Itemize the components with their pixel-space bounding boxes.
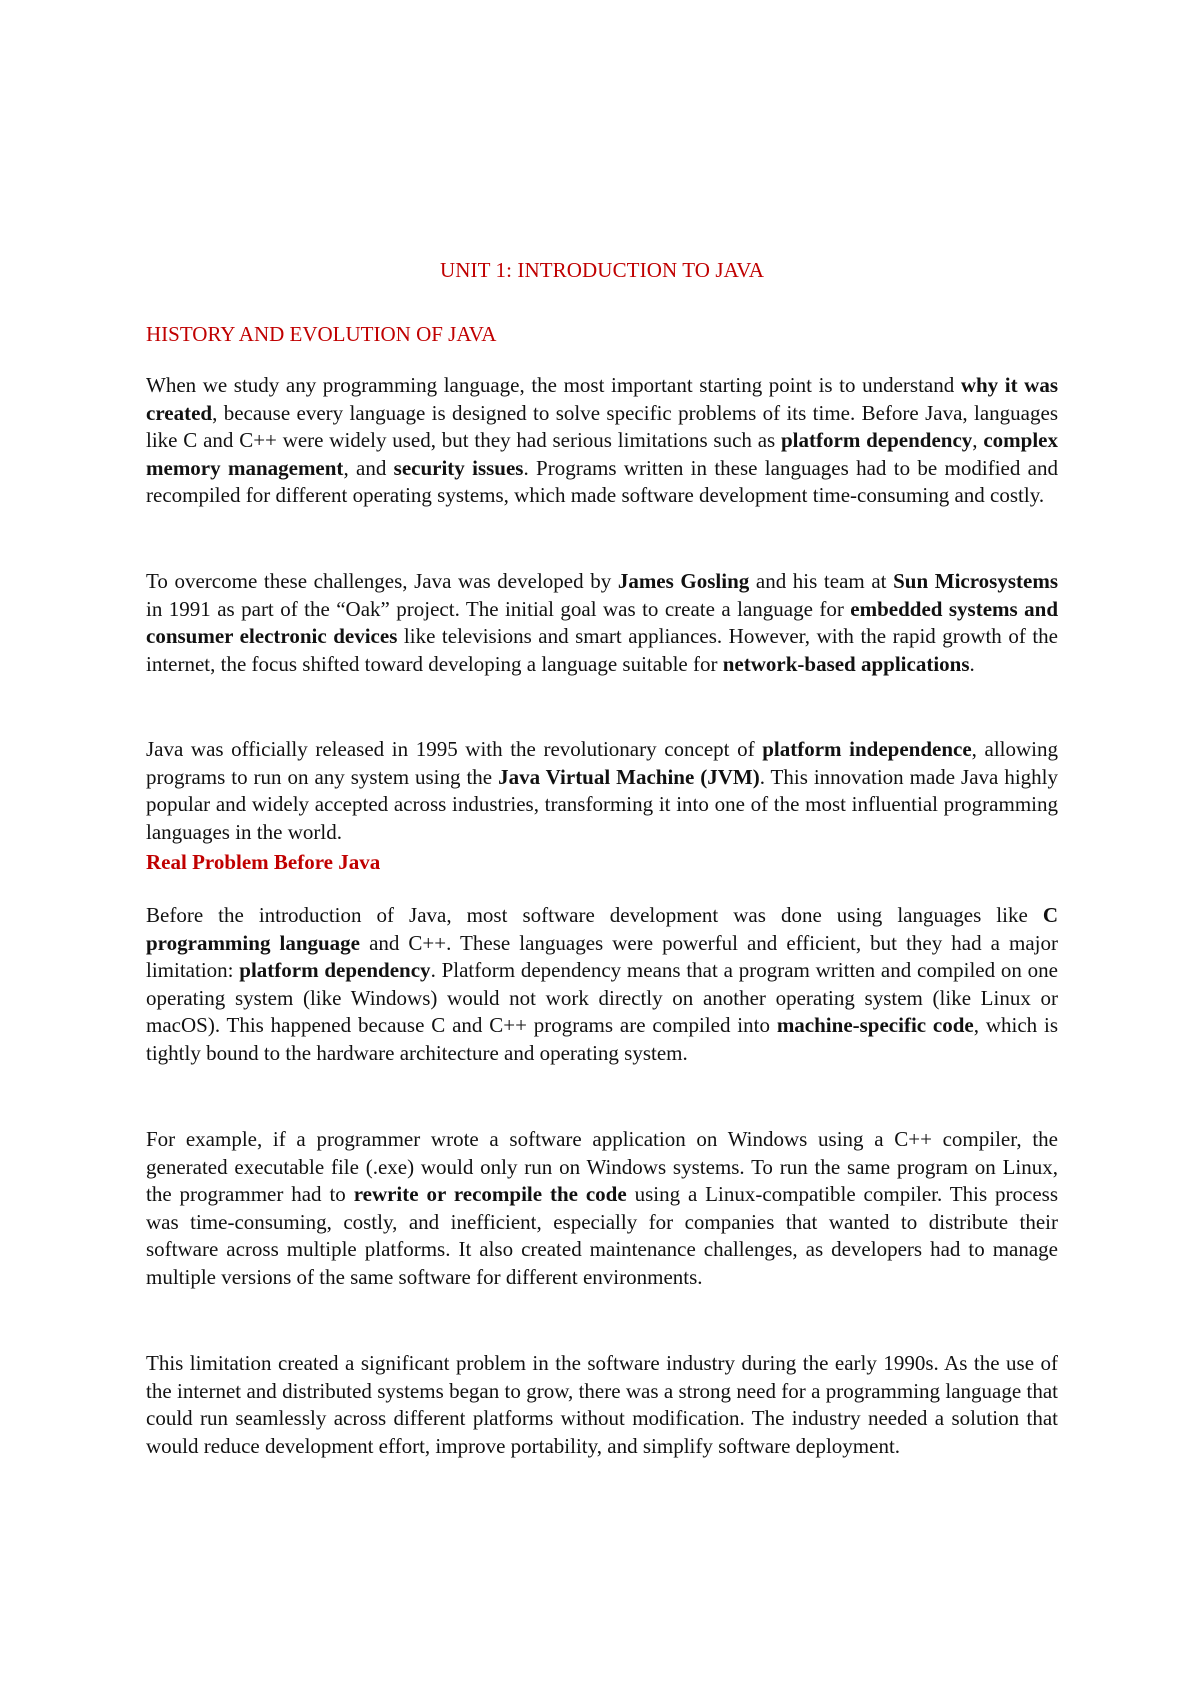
- paragraph-java-release: Java was officially released in 1995 with the revolutionary concept of platform independence, allowing programs to run on any system using the Java Virtual Machine (JVM). This innovation made Java highly popular and widely accepted across industries, transforming it into one of the most influential programming languages in the world.: [146, 737, 1058, 844]
- paragraph-java-development: To overcome these challenges, Java was developed by James Gosling and his team at Sun Microsystems in 1991 as part of the “Oak” project. The initial goal was to create a language for embedded systems and consumer electronic devices like televisions and smart appliances. However, with the rapid growth of the internet, the focus shifted toward developing a language suitable for network-based applications.: [146, 569, 1058, 676]
- paragraph-example: For example, if a programmer wrote a software application on Windows using a C++ compiler, the generated executable file (.exe) would only run on Windows systems. To run the same program on Linux, the programmer had to rewrite or recompile the code using a Linux-compatible compiler. This process was time-consuming, costly, and inefficient, especially for companies that wanted to distribute their software across multiple platforms. It also created maintenance challenges, as developers had to manage multiple versions of the same software for different environments.: [146, 1127, 1058, 1289]
- paragraph-platform-dependency: Before the introduction of Java, most software development was done using languages like C programming language and C++. These languages were powerful and efficient, but they had a major limitation: platform dependency. Platform dependency means that a program written and compiled on one operating system (like Windows) would not work directly on another operating system (like Linux or macOS). This happened because C and C++ programs are compiled into machine-specific code, which is tightly bound to the hardware architecture and operating system.: [146, 903, 1058, 1065]
- unit-title: UNIT 1: INTRODUCTION TO JAVA: [439, 258, 765, 282]
- section-heading-real-problem: Real Problem Before Java: [146, 850, 381, 874]
- section-heading-history: HISTORY AND EVOLUTION OF JAVA: [146, 322, 497, 346]
- paragraph-limitation: This limitation created a significant problem in the software industry during the early 1990s. As the use of the internet and distributed systems began to grow, there was a strong need for a programming language that could run seamlessly across different platforms without modification. The industry needed a solution that would reduce development effort, improve portability, and simplify software deployment.: [146, 1351, 1058, 1458]
- paragraph-history-intro: When we study any programming language, the most important starting point is to understand why it was created, because every language is designed to solve specific problems of its time. Before Java, languages like C and C++ were widely used, but they had serious limitations such as platform dependency, complex memory management, and security issues. Programs written in these languages had to be modified and recompiled for different operating systems, which made software development time-consuming and costly.: [146, 373, 1059, 508]
